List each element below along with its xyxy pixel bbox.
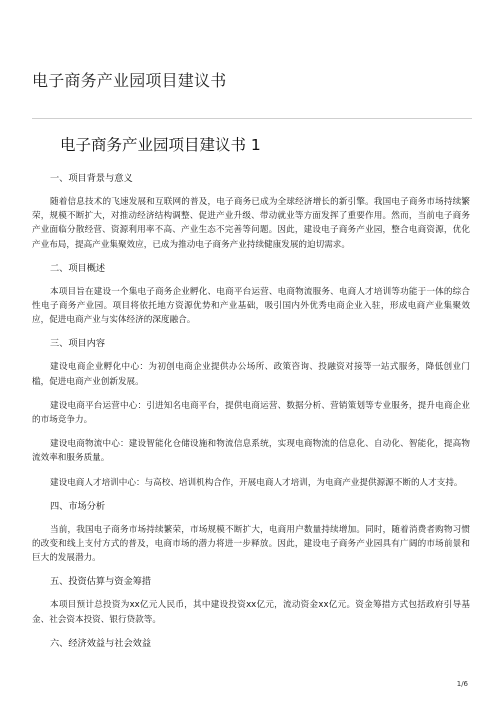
paragraph: 建设电商平台运营中心：引进知名电商平台，提供电商运营、数据分析、营销策划等专业服务，提升电商企业的市场竞争力。 (32, 400, 470, 426)
document-title: 电子商务产业园项目建议书 1 (60, 136, 261, 154)
paragraph: 本项目旨在建设一个集电子商务企业孵化、电商平台运营、电商物流服务、电商人才培训等功能于一体的综合性电子商务产业园。项目将依托地方资源优势和产业基础，吸引国内外优秀电商企业入驻，形成电商产业集聚效应，促进电商产业与实体经济的深度融合。 (32, 286, 470, 326)
section-heading: 二、项目概述 (50, 262, 106, 274)
section-heading: 一、项目背景与意义 (50, 173, 133, 184)
paragraph: 建设电商物流中心：建设智能化仓储设施和物流信息系统，实现电商物流的信息化、自动化、智能化，提高物流效率和服务质量。 (32, 439, 470, 464)
header-divider (32, 118, 472, 119)
document-header-title: 电子商务产业园项目建议书 (32, 71, 227, 90)
section-heading: 四、市场分析 (50, 500, 106, 512)
paragraph: 当前，我国电子商务市场持续繁荣，市场规模不断扩大，电商用户数量持续增加。同时，随着消费者购物习惯的改变和线上支付方式的普及，电商市场的潜力将进一步释放。因此，建设电子商务产业园具有广阔的市场前景和巨大的发展潜力。 (32, 524, 470, 564)
paragraph: 建设电商人才培训中心：与高校、培训机构合作，开展电商人才培训，为电商产业提供源源不断的人才支持。 (50, 477, 463, 488)
section-heading: 五、投资估算与资金筹措 (50, 576, 152, 588)
paragraph: 随着信息技术的飞速发展和互联网的普及，电子商务已成为全球经济增长的新引擎。我国电子商务市场持续繁荣，规模不断扩大，对推动经济结构调整、促进产业升级、带动就业等方面发挥了重要作用。然而，当前电子商务产业面临分散经营、资源利用率不高、产业生态不完善等问题。因此，建设电子商务产业园，整合电商资源，优化产业布局，提高产业集聚效应，已成为推动电子商务产业持续健康发展的迫切需求。 (32, 197, 470, 250)
document-body (32, 134, 470, 660)
section-heading: 六、经济效益与社会效益 (50, 637, 152, 649)
section-heading: 三、项目内容 (50, 338, 106, 350)
paragraph: 本项目预计总投资为xx亿元人民币，其中建设投资xx亿元，流动资金xx亿元。资金筹措方式包括政府引导基金、社会资本投资、银行贷款等。 (32, 600, 470, 625)
paragraph: 建设电商企业孵化中心：为初创电商企业提供办公场所、政策咨询、投融资对接等一站式服务，降低创业门槛，促进电商产业创新发展。 (32, 362, 470, 387)
page-number: 1/6 (456, 680, 468, 688)
